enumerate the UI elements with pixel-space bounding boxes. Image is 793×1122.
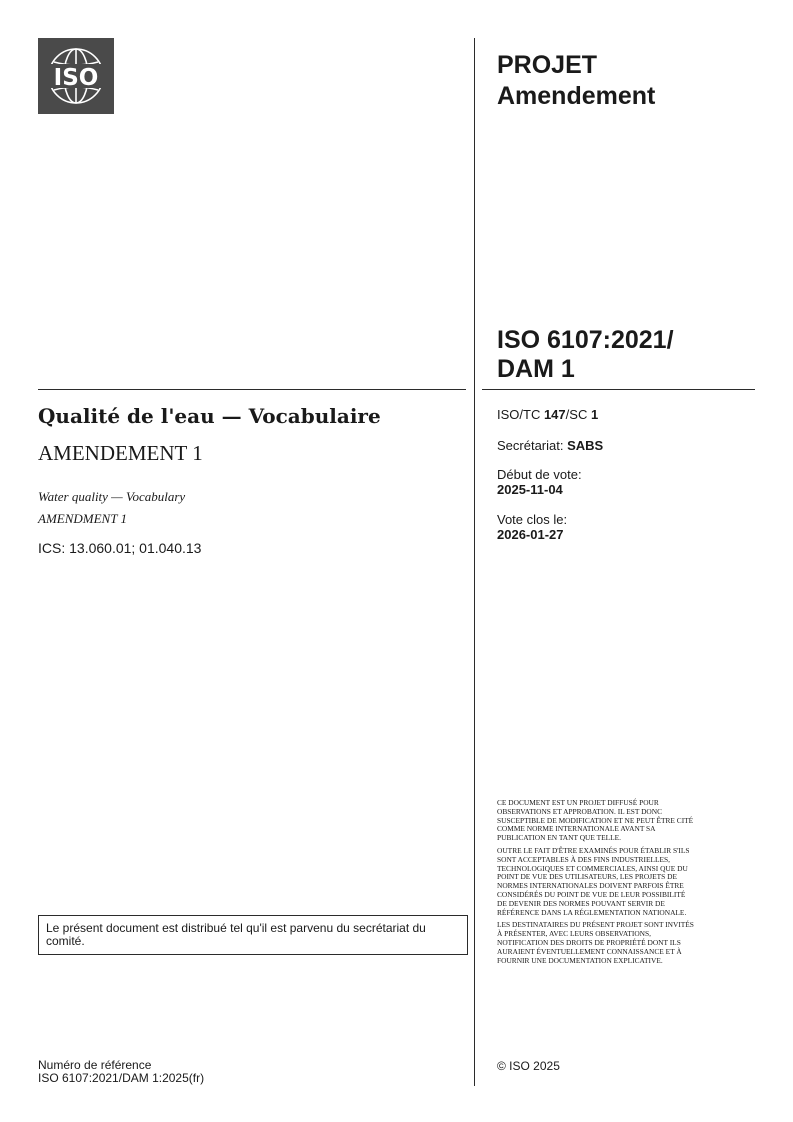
draft-disclaimer — [497, 799, 697, 969]
disclaimer-paragraph: LES DESTINATAIRES DU PRÉSENT PROJET SONT INVITÉS À PRÉSENTER, AVEC LEURS OBSERVATIONS, NOTIFICATION DES DROITS DE PROPRIÉTÉ DONT ILS AURAIENT ÉVENTUELLEMENT CONNAISSANCE ET À FOURNIR UNE DOCUMENTATION EXPLICATIVE. — [497, 920, 694, 965]
iso-logo — [38, 38, 114, 114]
document-stage — [497, 50, 655, 112]
amendment-label: AMENDEMENT 1 — [38, 441, 203, 465]
vote-end-label: Vote clos le: — [497, 512, 568, 527]
disclaimer-paragraph: OUTRE LE FAIT D'ÊTRE EXAMINÉS POUR ÉTABLIR S'ILS SONT ACCEPTABLES À DES FINS INDUSTRIELLES, TECHNOLOGIQUES ET COMMERCIALES, AINSI QUE DU POINT DE VUE DES UTILISATEURS, LES PROJETS DE NORMES INTERNATIONALES DOIVENT PARFOIS ÊTRE CONSIDÉRÉS DU POINT DE VUE DE LEUR POSSIBILITÉ DE DEVENIR DES NORMES POUVANT SERVIR DE RÉFÉRENCE DANS LA RÉGLEMENTATION NATIONALE. — [497, 845, 690, 917]
secretariat-info — [497, 438, 603, 453]
distribution-notice: Le présent document est distribué tel qu'il est parvenu du secrétariat du comité. — [38, 915, 468, 955]
stage-line-2: Amendement — [497, 82, 656, 110]
reference-number-label: Numéro de référence — [38, 1058, 152, 1072]
stage-line-1: PROJET — [497, 51, 598, 79]
ics-codes: ICS: 13.060.01; 01.040.13 — [38, 540, 202, 556]
vertical-divider — [474, 38, 475, 1086]
committee-info — [497, 407, 598, 422]
english-title-block — [38, 486, 185, 530]
document-title: Qualité de l'eau — Vocabulaire — [38, 404, 381, 428]
logo-text: ISO — [53, 65, 99, 91]
reference-number-value: ISO 6107:2021/DAM 1:2025(fr) — [38, 1071, 205, 1085]
disclaimer-paragraph: CE DOCUMENT EST UN PROJET DIFFUSÉ POUR OBSERVATIONS ET APPROBATION. IL EST DONC SUSCEPTIBLE DE MODIFICATION ET NE PEUT ÊTRE CITÉ COMME NORME INTERNATIONALE AVANT SA PUBLICATION EN TANT QUE TELLE. — [497, 798, 694, 843]
reference-line-2: DAM 1 — [497, 355, 575, 383]
vote-start-date: 2025-11-04 — [497, 482, 563, 497]
vote-end — [497, 512, 567, 542]
english-title: Water quality — Vocabulary — [38, 489, 186, 504]
vote-start — [497, 467, 582, 497]
reference-line-1: ISO 6107:2021/ — [497, 326, 674, 354]
document-reference — [497, 326, 757, 384]
left-horizontal-rule — [38, 389, 466, 390]
committee-prefix: ISO/TC — [497, 407, 544, 422]
reference-number — [38, 1059, 204, 1085]
vote-start-label: Début de vote: — [497, 467, 582, 482]
copyright: © ISO 2025 — [497, 1059, 560, 1073]
secretariat-value: SABS — [567, 438, 604, 453]
vote-end-date: 2026-01-27 — [497, 527, 564, 542]
committee-sep: /SC — [565, 407, 591, 422]
committee-sc: 1 — [590, 407, 599, 422]
right-horizontal-rule — [482, 389, 755, 390]
english-amendment: AMENDMENT 1 — [38, 511, 127, 526]
committee-tc: 147 — [543, 407, 566, 422]
secretariat-label: Secrétariat: — [497, 438, 568, 453]
globe-icon — [38, 38, 114, 114]
